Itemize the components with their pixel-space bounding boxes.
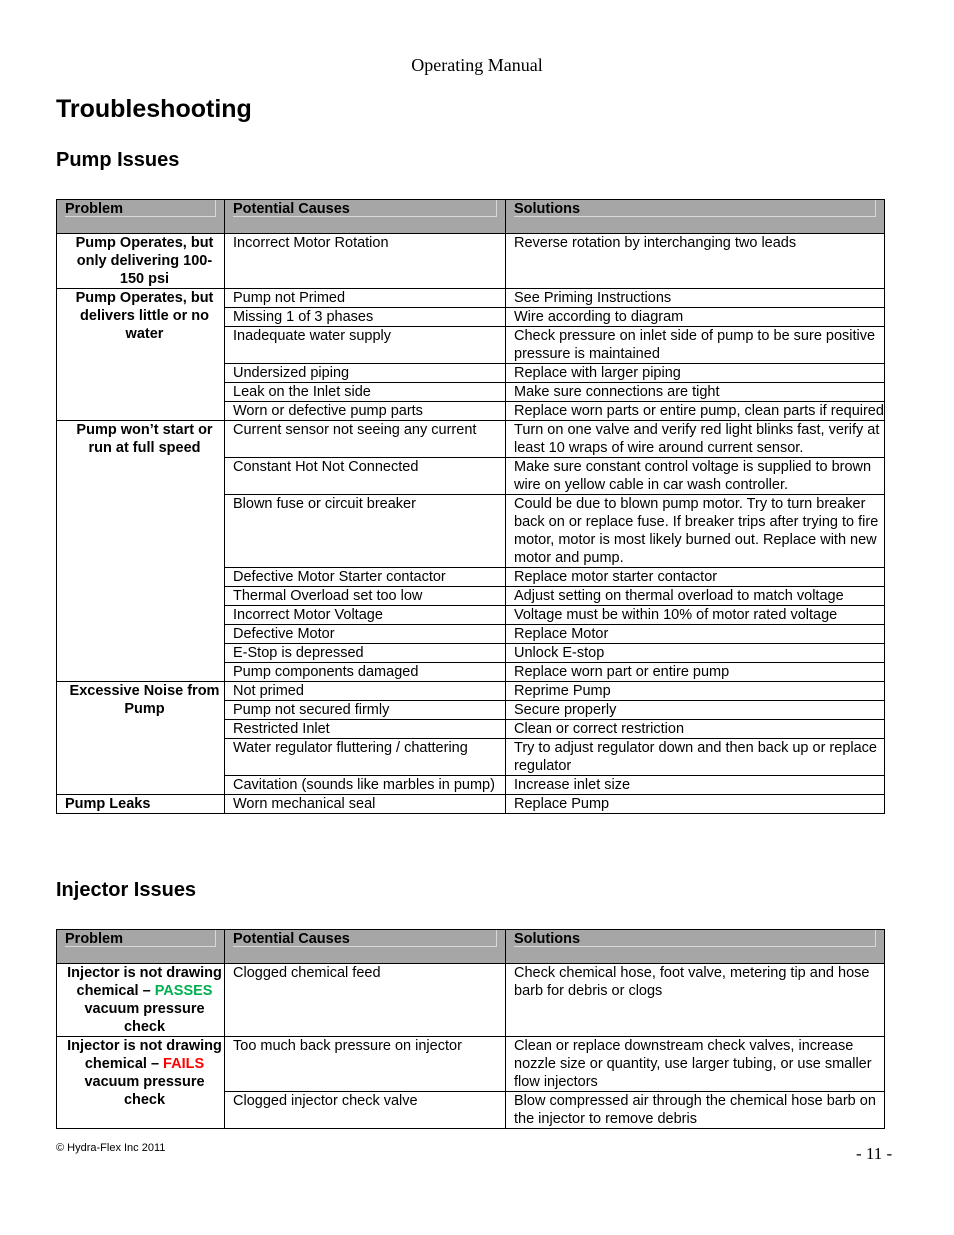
table-row — [57, 289, 885, 308]
cause-cell: Inadequate water supply — [225, 327, 506, 364]
solution-cell: Voltage must be within 10% of motor rated voltage — [506, 606, 885, 625]
solution-cell: Could be due to blown pump motor. Try to turn breaker back on or replace fuse. If breaker trips after trying to fire motor, motor is most likely burned out. Replace with new motor and pump. — [506, 495, 885, 568]
problem-cell: Injector is not drawing chemical – PASSES vacuum pressure check — [57, 964, 225, 1037]
cause-cell: Restricted Inlet — [225, 720, 506, 739]
cause-cell: Cavitation (sounds like marbles in pump) — [225, 776, 506, 795]
cause-cell: Not primed — [225, 682, 506, 701]
column-header-problem: Problem — [57, 930, 225, 964]
problem-cell: Pump Operates, but delivers little or no water — [57, 289, 225, 421]
solution-cell: Replace Motor — [506, 625, 885, 644]
injector-issues-heading: Injector Issues — [56, 879, 197, 901]
solution-cell: Reprime Pump — [506, 682, 885, 701]
solution-cell: Unlock E-stop — [506, 644, 885, 663]
cause-cell: Current sensor not seeing any current — [225, 421, 506, 458]
page-number: - 11 - — [856, 1144, 893, 1163]
problem-cell: Pump Leaks — [57, 795, 225, 814]
running-head: Operating Manual — [411, 55, 543, 75]
solution-cell: Make sure connections are tight — [506, 383, 885, 402]
solution-cell: Make sure constant control voltage is supplied to brown wire on yellow cable in car wash controller. — [506, 458, 885, 495]
fails-status-text: FAILS — [163, 1056, 205, 1072]
table-row — [57, 682, 885, 701]
solution-cell: Reverse rotation by interchanging two leads — [506, 234, 885, 289]
cause-cell: Worn mechanical seal — [225, 795, 506, 814]
cause-cell: Defective Motor — [225, 625, 506, 644]
pump-issues-table — [56, 199, 885, 814]
cause-cell: Missing 1 of 3 phases — [225, 308, 506, 327]
solution-cell: Secure properly — [506, 701, 885, 720]
solution-cell: Clean or correct restriction — [506, 720, 885, 739]
pump-issues-heading: Pump Issues — [56, 149, 180, 171]
solution-cell: Replace with larger piping — [506, 364, 885, 383]
passes-status-text: PASSES — [154, 983, 213, 999]
column-header-solutions: Solutions — [506, 930, 885, 964]
cause-cell: Leak on the Inlet side — [225, 383, 506, 402]
solution-cell: Turn on one valve and verify red light blinks fast, verify at least 10 wraps of wire around current sensor. — [506, 421, 885, 458]
cause-cell: Worn or defective pump parts — [225, 402, 506, 421]
cause-cell: Too much back pressure on injector — [225, 1037, 506, 1092]
solution-cell: Replace worn part or entire pump — [506, 663, 885, 682]
cause-cell: Water regulator fluttering / chattering — [225, 739, 506, 776]
copyright-footer: © Hydra-Flex Inc 2011 — [56, 1142, 166, 1154]
cause-cell: Clogged chemical feed — [225, 964, 506, 1037]
solution-cell: Adjust setting on thermal overload to match voltage — [506, 587, 885, 606]
problem-cell: Excessive Noise from Pump — [57, 682, 225, 795]
cause-cell: Undersized piping — [225, 364, 506, 383]
solution-cell: Replace worn parts or entire pump, clean parts if required — [506, 402, 885, 421]
solution-cell: Wire according to diagram — [506, 308, 885, 327]
cause-cell: Thermal Overload set too low — [225, 587, 506, 606]
solution-cell: Replace Pump — [506, 795, 885, 814]
table-header-row — [57, 930, 885, 964]
page-title: Troubleshooting — [56, 95, 252, 123]
cause-cell: Pump not Primed — [225, 289, 506, 308]
solution-cell: Clean or replace downstream check valves, increase nozzle size or quantity, use larger tubing, or use smaller flow injectors — [506, 1037, 885, 1092]
problem-cell: Pump Operates, but only delivering 100-150 psi — [57, 234, 225, 289]
cause-cell: Defective Motor Starter contactor — [225, 568, 506, 587]
cause-cell: Incorrect Motor Rotation — [225, 234, 506, 289]
table-row — [57, 421, 885, 458]
table-row — [57, 1037, 885, 1092]
table-row — [57, 964, 885, 1037]
column-header-solutions: Solutions — [506, 200, 885, 234]
column-header-causes: Potential Causes — [225, 930, 506, 964]
table-row — [57, 795, 885, 814]
injector-issues-table — [56, 929, 885, 1129]
solution-cell: Try to adjust regulator down and then back up or replace regulator — [506, 739, 885, 776]
cause-cell: Constant Hot Not Connected — [225, 458, 506, 495]
column-header-problem: Problem — [57, 200, 225, 234]
table-header-row — [57, 200, 885, 234]
cause-cell: Pump components damaged — [225, 663, 506, 682]
solution-cell: Check pressure on inlet side of pump to be sure positive pressure is maintained — [506, 327, 885, 364]
table-row — [57, 234, 885, 289]
solution-cell: Replace motor starter contactor — [506, 568, 885, 587]
cause-cell: Blown fuse or circuit breaker — [225, 495, 506, 568]
cause-cell: E-Stop is depressed — [225, 644, 506, 663]
cause-cell: Pump not secured firmly — [225, 701, 506, 720]
problem-cell: Injector is not drawing chemical – FAILS vacuum pressure check — [57, 1037, 225, 1129]
solution-cell: Increase inlet size — [506, 776, 885, 795]
solution-cell: Blow compressed air through the chemical hose barb on the injector to remove debris — [506, 1092, 885, 1129]
cause-cell: Incorrect Motor Voltage — [225, 606, 506, 625]
solution-cell: Check chemical hose, foot valve, metering tip and hose barb for debris or clogs — [506, 964, 885, 1037]
cause-cell: Clogged injector check valve — [225, 1092, 506, 1129]
solution-cell: See Priming Instructions — [506, 289, 885, 308]
column-header-causes: Potential Causes — [225, 200, 506, 234]
problem-cell: Pump won’t start or run at full speed — [57, 421, 225, 682]
